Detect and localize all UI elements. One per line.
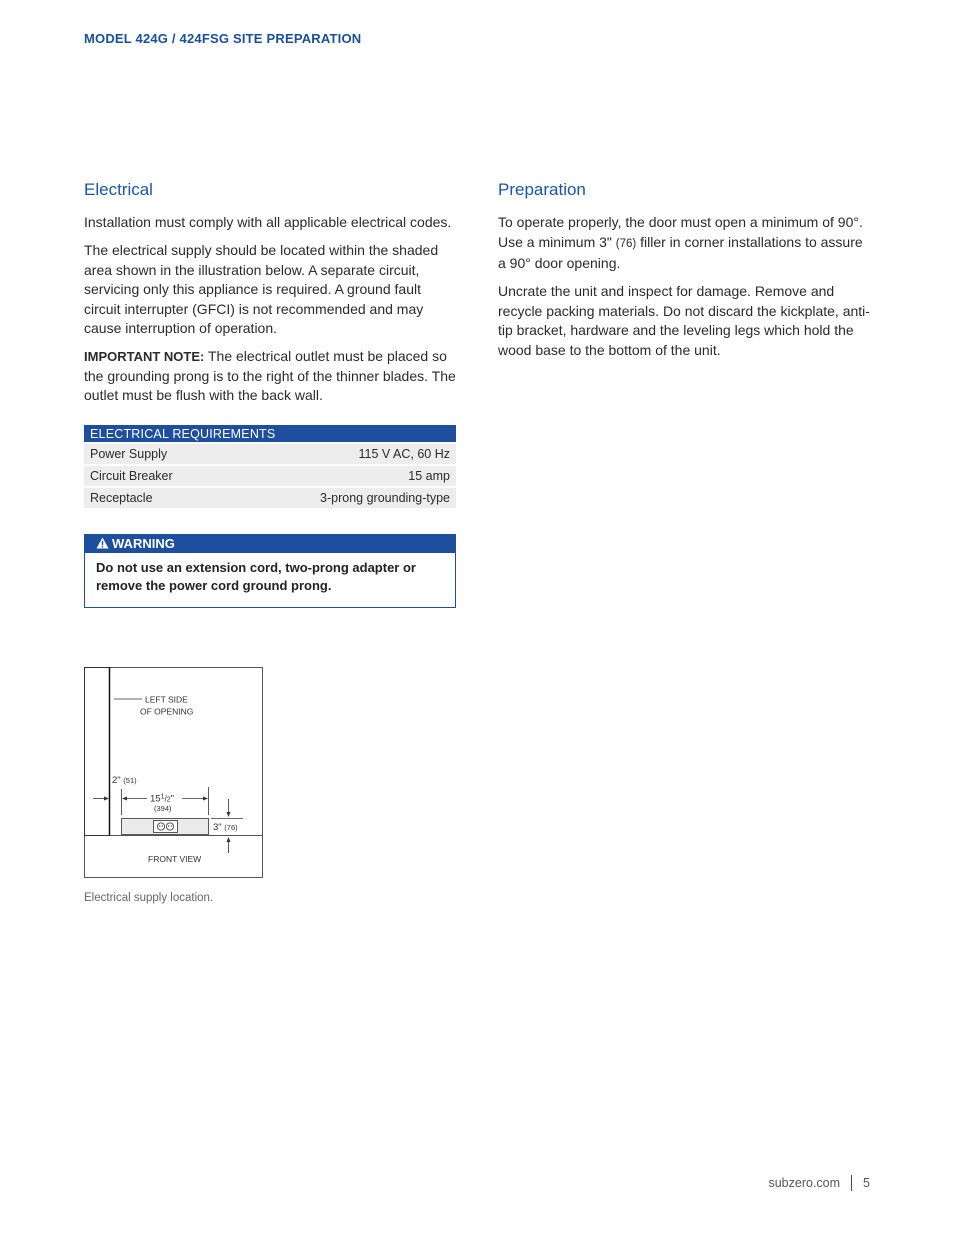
page-number: 5 <box>863 1176 870 1190</box>
label-front-view: FRONT VIEW <box>148 854 202 864</box>
warning-header <box>85 535 455 553</box>
row-label: Circuit Breaker <box>84 465 233 487</box>
warning-box <box>84 534 456 608</box>
preparation-p1-start: To operate properly, the door must open a minimum of 90°. Use a minimum 3" <box>498 214 863 250</box>
dim-left-mm: (51) <box>123 776 137 785</box>
dim-width-whole: 15 <box>150 793 161 805</box>
electrical-heading: Electrical <box>84 180 153 199</box>
electrical-paragraph-2: The electrical supply should be located within the shaded area shown in the illustration below. A separate circuit, servicing only this appliance is required. A ground fault circuit interrupter (GFCI) is not recommended and may cause interruption of operation. <box>84 242 439 336</box>
electrical-supply-diagram <box>84 667 263 878</box>
label-of-opening: OF OPENING <box>140 706 194 717</box>
preparation-paragraph-1 <box>498 213 874 274</box>
footer-site: subzero.com <box>768 1176 841 1190</box>
row-value: 3-prong grounding-type <box>233 487 456 508</box>
warning-body: Do not use an extension cord, two-prong adapter or remove the power cord ground prong. <box>96 560 416 593</box>
warning-title: WARNING <box>112 536 175 551</box>
page-footer <box>768 1175 870 1191</box>
preparation-paragraph-2: Uncrate the unit and inspect for damage. Remove and recycle packing materials. Do not discard the kickplate, anti-tip bracket, hardware and the leveling legs which hold the wood base to the bottom of the unit. <box>498 283 870 358</box>
running-header: MODEL 424G / 424FSG SITE PREPARATION <box>84 31 362 46</box>
preparation-p1-end: filler in corner installations to assure a 90° door opening. <box>498 233 863 271</box>
dim-height-value: 3" <box>213 822 222 833</box>
svg-text:151/2": $15^1_/2$" <box>150 793 174 805</box>
preparation-body <box>498 213 880 369</box>
important-note-text: The electrical outlet must be placed so the grounding prong is to the right of the thinner blades. The outlet must be flush with the back wall. <box>84 348 456 403</box>
figure-caption: Electrical supply location. <box>84 892 214 904</box>
preparation-heading: Preparation <box>498 180 586 199</box>
dim-width-frac-num: 1 <box>160 793 165 801</box>
table-row <box>84 487 456 508</box>
svg-text:3" (76) <box>213 822 238 833</box>
warning-triangle-icon <box>96 537 109 549</box>
dim-width-frac-den: 2 <box>166 796 171 804</box>
requirements-title: ELECTRICAL REQUIREMENTS <box>84 425 456 443</box>
table-row <box>84 465 456 487</box>
dim-left-value: 2" <box>112 775 121 786</box>
row-value: 115 V AC, 60 Hz <box>233 443 456 465</box>
dim-height-mm: (76) <box>224 823 238 832</box>
left-side-panel <box>85 668 110 836</box>
preparation-p1-mm: (76) <box>615 237 637 250</box>
row-label: Power Supply <box>84 443 233 465</box>
row-label: Receptacle <box>84 487 233 508</box>
dim-width-mm: (394) <box>154 804 172 813</box>
electrical-paragraph-1: Installation must comply with all applicable electrical codes. <box>84 214 452 230</box>
footer-divider <box>851 1175 852 1191</box>
row-value: 15 amp <box>233 465 456 487</box>
electrical-requirements-table <box>84 425 456 508</box>
svg-text:2" (51) <box>112 775 137 786</box>
table-row <box>84 443 456 465</box>
electrical-body <box>84 213 460 414</box>
important-note-label: IMPORTANT NOTE: <box>84 349 205 364</box>
label-left-side: LEFT SIDE <box>145 694 188 705</box>
important-note <box>84 347 456 406</box>
